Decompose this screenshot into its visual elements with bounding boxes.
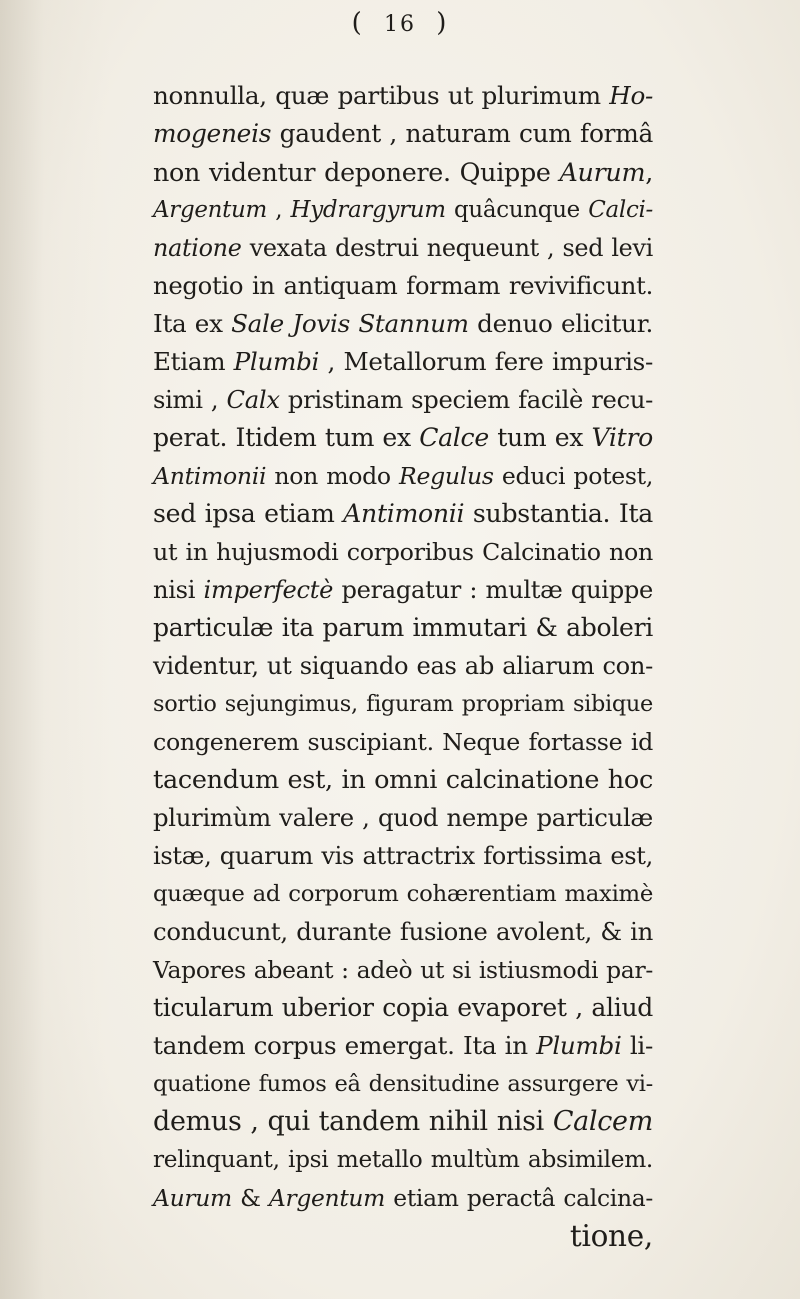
italic-term: Antimonii [153,462,267,490]
text-line [153,1103,653,1141]
text-line [153,115,653,153]
text-segment: quatione fumos eâ densitudine assurgere vi- [153,1071,653,1097]
text-line [153,1217,653,1255]
text-line [153,267,653,305]
text-line [153,989,653,1027]
text-segment: quâcunque [445,197,589,223]
text-line [153,761,653,799]
text-segment: relinquant, ipsi metallo multùm absimilem. [153,1146,653,1173]
italic-term: Antimonii [343,499,465,528]
text-segment: Ita ex [153,309,232,338]
text-segment: plurimùm valere , quod nempe particulæ [153,803,653,832]
text-line [153,685,653,723]
text-line [153,457,653,495]
italic-term: Aurum [153,1184,232,1212]
text-segment: , Metallorum fere impuris- [319,347,653,376]
text-segment: peragatur : multæ quippe [333,576,653,604]
italic-term: Argentum [268,1184,386,1212]
text-segment: gaudent , naturam cum formâ [271,119,653,148]
italic-term: Hydrargyrum [290,197,446,223]
text-line [153,1141,653,1179]
text-line [153,571,653,609]
header-open-paren: ( [351,8,364,38]
text-segment: & [231,1184,269,1212]
italic-term: mogeneis [153,119,272,148]
text-segment: congenerem suscipiant. Neque fortasse id [153,728,653,756]
text-segment: sed ipsa etiam [153,499,344,528]
header-close-paren: ) [436,8,449,38]
italic-term: Plumbi [233,347,320,376]
text-segment: non modo [266,462,400,490]
text-segment: nonnulla, quæ partibus ut plurimum [153,81,610,110]
text-line [153,1179,653,1217]
text-line [153,419,653,457]
italic-term: natione [153,234,242,262]
text-line [153,1027,653,1065]
text-segment: , [266,197,291,223]
text-line [153,647,653,685]
text-line [153,913,653,951]
text-line [153,837,653,875]
text-segment: simi , [153,386,227,414]
text-line [153,229,653,267]
text-segment: ut in hujusmodi corporibus Calcinatio non [153,538,653,566]
italic-term: Ho- [609,81,653,110]
italic-term: Calcem [552,1106,653,1137]
text-segment: negotio in antiquam formam revivificunt. [153,271,653,300]
italic-term: Sale Jovis Stannum [231,309,469,338]
text-segment: istæ, quarum vis attractrix fortissima est, [153,842,653,870]
italic-term: Plumbi [536,1031,622,1060]
page-number-header [0,8,800,38]
text-segment: tione, [569,1219,653,1253]
text-segment: li- [621,1031,653,1060]
text-segment: vexata destrui nequeunt , sed levi [241,234,653,262]
body-text [153,77,653,1255]
text-segment: particulæ ita parum immutari & aboleri [153,613,653,642]
text-line [153,381,653,419]
text-line [153,77,653,115]
text-segment: Etiam [153,347,234,376]
text-segment: pristinam speciem facilè recu- [279,386,653,414]
italic-term: Aurum [559,157,646,187]
italic-term: Calce [419,423,489,452]
text-segment: sortio sejungimus, figuram propriam sibique [153,691,653,717]
text-line [153,609,653,647]
text-segment: non videntur deponere. Quippe [153,157,560,187]
text-line [153,191,653,229]
text-segment: videntur, ut siquando eas ab aliarum con- [153,652,653,680]
text-segment: denuo elicitur. [468,309,654,338]
italic-term: Regulus [399,462,494,490]
text-line [153,951,653,989]
text-segment: perat. Itidem tum ex [153,423,420,452]
text-segment: demus , qui tandem nihil nisi [153,1106,553,1137]
text-line [153,1065,653,1103]
text-segment: nisi [153,576,204,604]
text-segment: substantia. Ita [464,499,653,528]
text-segment: quæque ad corporum cohærentiam maximè [153,881,653,907]
text-line [153,799,653,837]
text-segment: etiam peractâ calcina- [385,1184,653,1212]
text-segment: Vapores abeant : adeò ut si istiusmodi par- [153,956,653,984]
text-segment: tum ex [488,423,592,452]
text-segment: educi potest, [493,462,654,490]
text-line [153,875,653,913]
text-segment: ticularum uberior copia evaporet , aliud [153,993,653,1022]
text-segment: conducunt, durante fusione avolent, & in [153,917,653,946]
text-segment: tandem corpus emergat. Ita in [153,1031,537,1060]
text-line [153,723,653,761]
italic-term: Vitro [591,423,653,452]
italic-term: Calci- [588,197,653,223]
text-segment: tacendum est, in omni calcinatione hoc [153,765,653,795]
text-segment: , [645,157,653,187]
text-line [153,533,653,571]
text-line [153,305,653,343]
italic-term: Argentum [153,197,267,223]
page-gutter-shadow [0,0,110,1299]
italic-term: Calx [226,386,280,414]
text-line [153,153,653,191]
text-line [153,495,653,533]
page-number: 16 [384,12,416,37]
text-line [153,343,653,381]
italic-term: imperfectè [203,576,334,604]
